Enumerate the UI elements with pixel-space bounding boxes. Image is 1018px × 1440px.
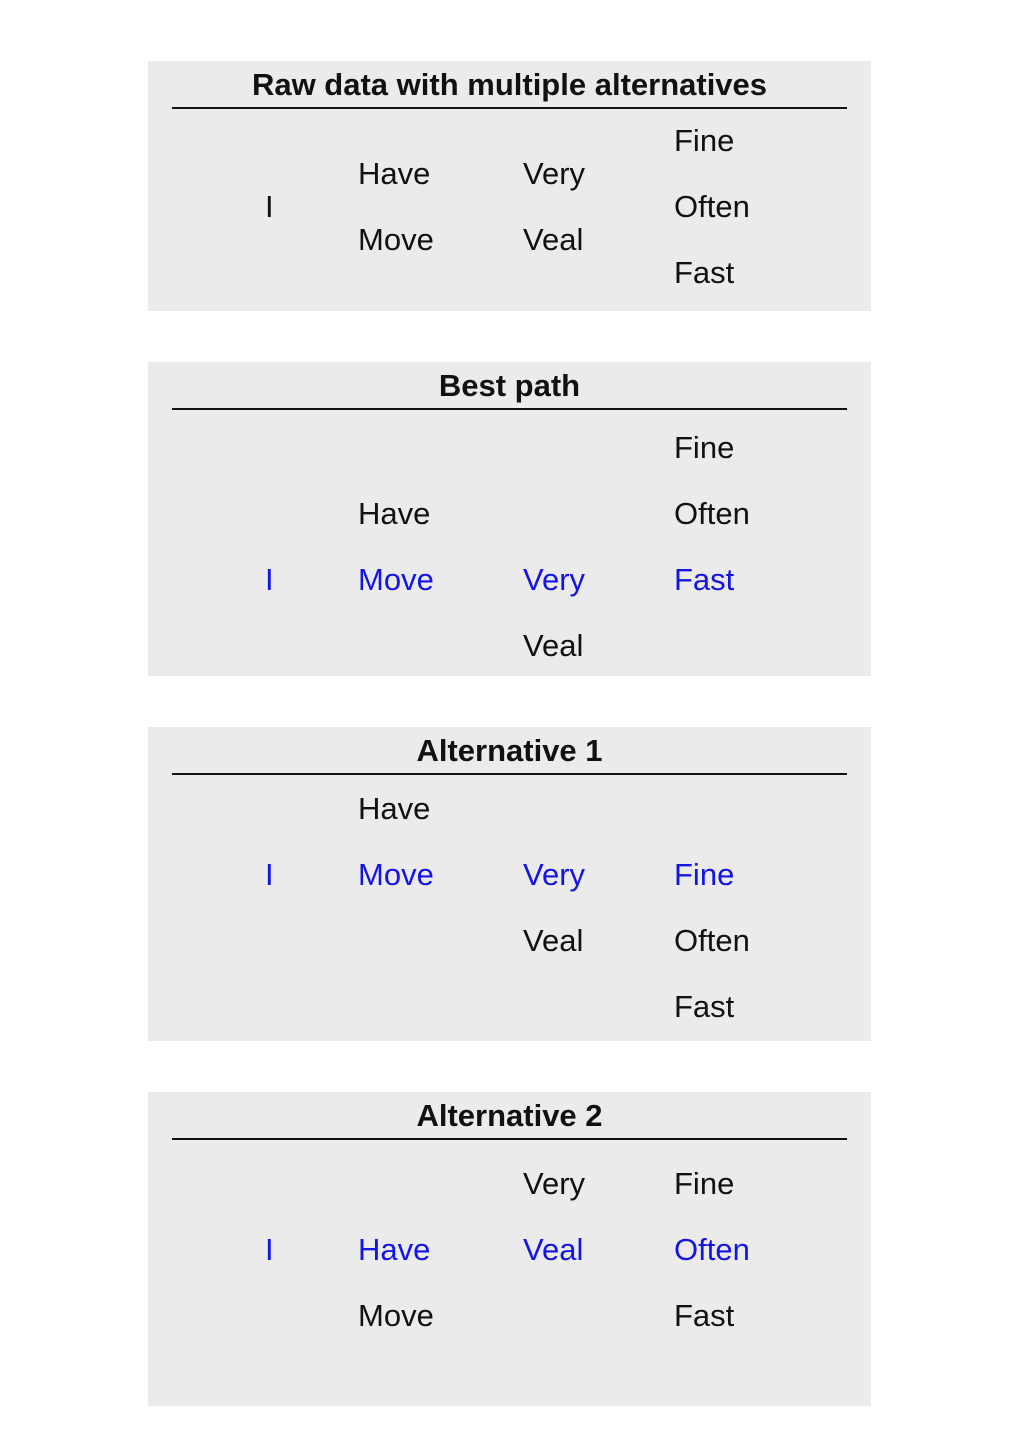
- word-i: I: [265, 189, 274, 224]
- panel-title: Alternative 1: [416, 733, 603, 768]
- word-very: Very: [523, 562, 586, 597]
- word-fast: Fast: [674, 255, 735, 290]
- word-veal: Veal: [523, 923, 584, 958]
- word-fast: Fast: [674, 989, 735, 1024]
- panel-alternative-1: [148, 727, 871, 1041]
- word-fast: Fast: [674, 1298, 735, 1333]
- word-i: I: [265, 1232, 274, 1267]
- word-i: I: [265, 857, 274, 892]
- word-have: Have: [358, 496, 431, 531]
- panel-best-path: [148, 362, 871, 676]
- word-often: Often: [674, 923, 750, 958]
- word-often: Often: [674, 189, 750, 224]
- panel-alternative-2: [148, 1092, 871, 1406]
- word-move: Move: [358, 222, 434, 257]
- word-fine: Fine: [674, 1166, 735, 1201]
- word-very: Very: [523, 857, 586, 892]
- word-have: Have: [358, 1232, 431, 1267]
- word-veal: Veal: [523, 628, 584, 663]
- word-fine: Fine: [674, 430, 735, 465]
- word-fine: Fine: [674, 857, 735, 892]
- panel-title: Best path: [438, 368, 581, 403]
- panel-raw-data: [148, 61, 871, 311]
- word-move: Move: [358, 857, 434, 892]
- panel-title: Raw data with multiple alternatives: [251, 67, 768, 102]
- title-divider: [172, 408, 847, 410]
- word-very: Very: [523, 1166, 586, 1201]
- word-veal: Veal: [523, 222, 584, 257]
- title-divider: [172, 1138, 847, 1140]
- word-fine: Fine: [674, 123, 735, 158]
- word-very: Very: [523, 156, 586, 191]
- word-have: Have: [358, 156, 431, 191]
- word-move: Move: [358, 562, 434, 597]
- word-i: I: [265, 562, 274, 597]
- word-veal: Veal: [523, 1232, 584, 1267]
- panel-title: Alternative 2: [416, 1098, 603, 1133]
- word-fast: Fast: [674, 562, 735, 597]
- word-often: Often: [674, 1232, 750, 1267]
- title-divider: [172, 107, 847, 109]
- word-move: Move: [358, 1298, 434, 1333]
- word-have: Have: [358, 791, 431, 826]
- word-often: Often: [674, 496, 750, 531]
- title-divider: [172, 773, 847, 775]
